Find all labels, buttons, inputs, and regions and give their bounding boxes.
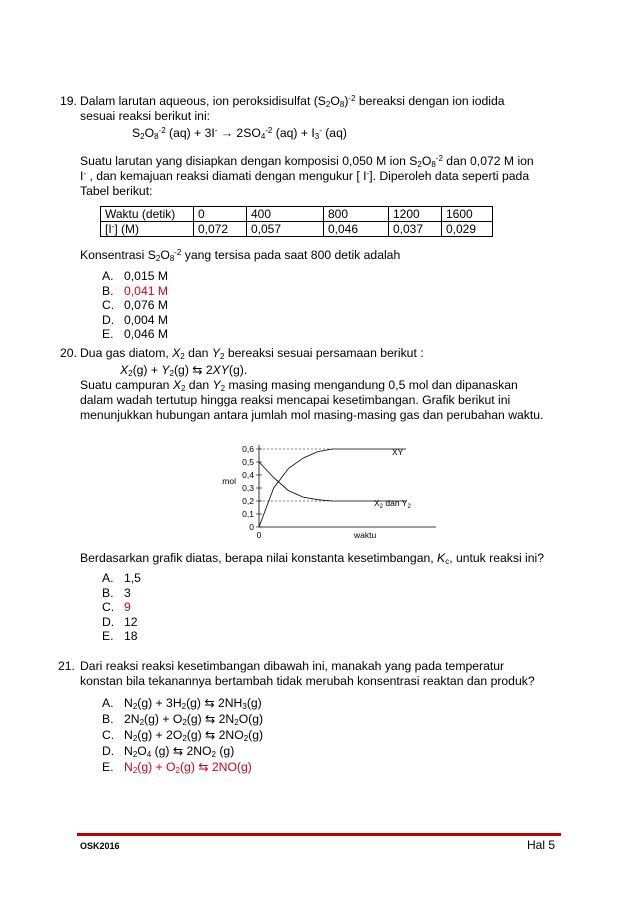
table-cell: Waktu (detik) [101,207,194,222]
table-cell: 800 [324,207,389,222]
option-a[interactable]: A. 0,015 M [102,269,169,283]
chart-svg [206,435,446,541]
question-number: 21. [58,659,75,673]
table-cell: 0,057 [247,222,324,237]
table-cell: 1600 [442,207,493,222]
option-b[interactable]: B. 0,041 M [102,283,169,298]
option-b[interactable]: B. $2N_2(g) + O_2(g)$ ⇆ $2N_2O(g)$ [102,712,264,727]
table-cell: 0 [194,207,247,222]
option-e[interactable]: E. 18 [102,629,138,643]
table-row [101,207,493,222]
y-tick-label: 0,2 [242,496,254,506]
data-table [100,206,493,237]
option-a[interactable]: A. $N_2(g) + 3H_2(g)$ ⇆ $2NH_3(g)$ [102,696,262,711]
question-prompt: Berdasarkan grafik diatas, berapa nilai konstanta kesetimbangan, $K_c$, untuk reaksi ini? [80,551,545,566]
question-21 [58,659,580,776]
question-prompt: Konsentrasi $S_2O_8^{-2}$ yang tersisa pada saat 800 detik adalah [80,248,401,263]
option-e[interactable]: E. 0,046 M [102,327,169,341]
y-tick-label: 0,5 [242,457,254,467]
table-cell: 1200 [389,207,442,222]
question-19 [60,94,580,342]
table-cell: 400 [247,207,324,222]
question-20 [60,346,580,644]
table-row [101,222,493,237]
footer-exam-code: OSK2016 [80,841,120,851]
option-e[interactable]: E. $N_2(g) + O_2(g)$ ⇆ 2NO(g) [102,760,252,775]
series-line-xy [259,449,406,527]
table-cell: [I-] (M) [101,222,194,237]
table-cell: 0,037 [389,222,442,237]
page-number: Hal 5 [527,838,556,852]
series-label-xy: XY [392,447,404,457]
answer-options [80,571,580,644]
option-a[interactable]: A. 1,5 [102,571,141,585]
reaction-equation: $X_2(g) + Y_2(g)$ ⇆ 2XY(g). [120,363,248,378]
option-c[interactable]: C. $N_2(g) + 2O_2(g)$ ⇆ $2NO_2(g)$ [102,728,264,743]
table-cell: 0,072 [194,222,247,237]
series-line-x2-y2 [259,462,406,501]
solution-description-line2: I- , dan kemajuan reaksi diamati dengan mengukur [ I-]. Diperoleh data seperti pada [80,169,530,183]
x-tick-label: 0 [256,530,262,540]
answer-options [80,269,580,342]
y-tick-label: 0,4 [242,470,254,480]
y-tick-label: 0,6 [242,444,254,454]
option-d[interactable]: D. 0,004 M [102,312,169,327]
mixture-description: Suatu campuran $X_2$ dan $Y_2$ masing masing mengandung 0,5 mol dan dipanaskan [80,378,518,393]
question-intro-line2: sesuai reaksi berikut ini: [80,109,211,123]
option-c[interactable]: C. 9 [102,600,131,614]
table-cell: 0,046 [324,222,389,237]
answer-options [80,696,580,776]
question-intro-line2: konstan bila tekanannya bertambah tidak merubah konsentrasi reaktan dan produk? [80,674,535,688]
question-intro: Dalam larutan aqueous, ion peroksidisulfat $(S_2O_8)^{-2}$ bereaksi dengan ion iodida [80,94,505,109]
y-tick-label: 0,3 [242,483,254,493]
mixture-description-line3: menunjukkan hubungan antara jumlah mol masing-masing gas dan perubahan waktu. [80,408,544,422]
question-intro: Dua gas diatom, $X_2$ dan $Y_2$ bereaksi sesuai persamaan berikut : [80,346,424,361]
option-d[interactable]: D. $N_2O_4$ (g) ⇆ $2NO_2$ (g) [102,744,235,759]
mixture-description-line2: dalam wadah tertutup hingga reaksi mencapai kesetimbangan. Grafik berikut ini [80,393,511,407]
option-b[interactable]: B. 3 [102,585,131,600]
y-tick-label: 0 [249,522,254,532]
solution-description: Suatu larutan yang disiapkan dengan komposisi 0,050 M ion $S_2O_8^{-2}$ dan 0,072 M ion [80,154,534,169]
series-label-x2-y2: $X_2$ dan $Y_2$ [374,498,411,510]
question-intro: Dari reaksi reaksi kesetimbangan dibawah ini, manakah yang pada temperatur [80,659,505,673]
table-cell: 0,029 [442,222,493,237]
x-axis-label: waktu [354,530,377,540]
question-number: 20. [60,346,77,360]
mol-vs-time-chart [206,435,580,545]
y-axis-label: mol [222,476,236,486]
question-number: 19. [60,94,77,108]
solution-description-line3: Tabel berikut: [80,184,153,198]
y-tick-label: 0,1 [242,509,254,519]
footer-divider [77,833,561,836]
option-c[interactable]: C. 0,076 M [102,298,169,312]
reaction-equation: $S_2O_8^{-2}$ $(aq) + 3I^- \to 2SO_4^{-2}$ $(aq) + I_3^-$ (aq) [132,126,347,141]
option-d[interactable]: D. 12 [102,614,138,629]
